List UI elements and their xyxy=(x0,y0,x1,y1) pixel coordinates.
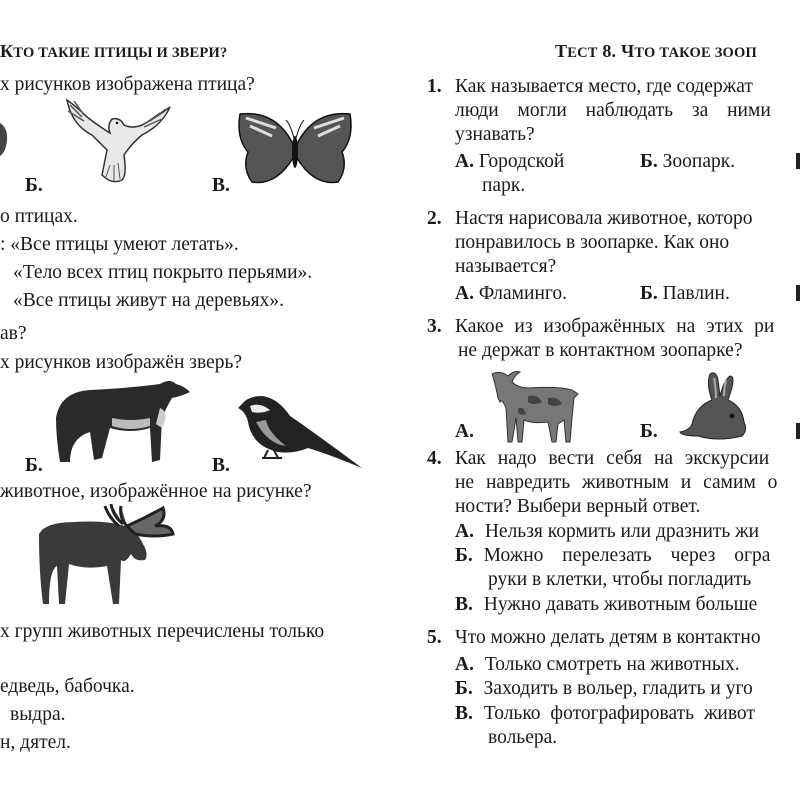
q1-option-a xyxy=(455,151,564,173)
option-text: Только фотографировать живот xyxy=(483,703,755,724)
q2-option-a xyxy=(455,283,567,305)
q4-option-b xyxy=(455,545,770,567)
option-letter: В. xyxy=(455,703,473,724)
option-letter: Б. xyxy=(640,283,658,304)
option-text: Городской xyxy=(478,151,565,172)
left-q3-text: х рисунков изображён зверь? xyxy=(0,352,242,373)
left-q2-line-3: «Тело всех птиц покрыто перьями». xyxy=(13,262,313,283)
option-letter: А. xyxy=(455,521,474,542)
left-q2-tail: ав? xyxy=(0,323,27,344)
option-text: Заходить в вольер, гладить и уго xyxy=(483,678,753,699)
option-letter: В. xyxy=(455,594,473,615)
q4-option-a xyxy=(455,521,759,543)
left-q2-line-1: о птицах. xyxy=(0,206,78,227)
left-q5-text: х групп животных перечислены только xyxy=(0,621,325,642)
cropped-letter-fragment xyxy=(796,285,800,301)
q1-line-2: люди могли наблюдать за ними xyxy=(455,100,771,121)
q4-number: 4. xyxy=(427,448,442,469)
title-number: 8. xyxy=(602,41,617,61)
q4-line-2: не навредить животным и самим о xyxy=(455,472,778,493)
cropped-letter-fragment xyxy=(796,153,800,169)
dove-image xyxy=(62,95,174,187)
option-text: Нельзя кормить или дразнить жи xyxy=(484,521,760,542)
q3-option-b: Б. xyxy=(640,421,658,442)
left-q5-option-3: н, дятел. xyxy=(0,732,71,753)
q5-option-c-cont: вольера. xyxy=(488,727,558,748)
title-capital: К xyxy=(0,41,14,61)
left-page-title xyxy=(0,40,227,64)
goat-image xyxy=(488,368,584,444)
option-letter: А. xyxy=(455,654,474,675)
left-q4-text: животное, изображённое на рисунке? xyxy=(0,481,312,502)
left-q1-option-c: В. xyxy=(212,175,230,196)
left-q5-option-1: едведь, бабочка. xyxy=(0,676,135,697)
option-letter: А. xyxy=(455,283,474,304)
q1-line-3: узнавать? xyxy=(455,124,535,145)
q4-option-c xyxy=(455,594,757,616)
title-capital-ch: Ч xyxy=(620,41,635,61)
q2-option-b xyxy=(640,283,730,305)
rabbit-image xyxy=(678,370,758,442)
q4-line-3: ности? Выбери верный ответ. xyxy=(455,496,701,517)
q4-option-b-cont: руки в клетки, чтобы погладить xyxy=(488,569,752,590)
option-text: Нужно давать животным больше xyxy=(483,594,758,615)
q5-option-b xyxy=(455,678,753,700)
q1-option-b xyxy=(640,151,735,173)
q5-line: Что можно делать детям в контактно xyxy=(455,627,761,648)
cropped-letter-fragment xyxy=(796,423,800,439)
q2-line-2: понравилось в зоопарке. Как оно xyxy=(455,232,730,253)
q1-line-1: Как называется место, где содержат xyxy=(455,76,753,97)
q5-option-c xyxy=(455,703,755,725)
partial-animal-image xyxy=(0,118,10,158)
title-est: ЕСТ xyxy=(567,45,598,61)
q5-option-a xyxy=(455,654,740,676)
title-rest: ТО ТАКИЕ ПТИЦЫ И ЗВЕРИ? xyxy=(13,45,228,61)
option-letter: Б. xyxy=(455,545,473,566)
option-letter: Б. xyxy=(455,678,473,699)
title-capital-t: Т xyxy=(555,41,568,61)
left-q3-option-c: В. xyxy=(212,455,230,476)
q2-line-3: называется? xyxy=(455,256,557,277)
q3-option-a: А. xyxy=(455,421,474,442)
q1-option-a-cont: парк. xyxy=(482,175,526,196)
left-q1-option-b: Б. xyxy=(25,175,43,196)
tit-bird-image xyxy=(238,392,366,472)
butterfly-image xyxy=(236,108,354,188)
moose-image xyxy=(35,504,175,609)
option-text: Можно перелезать через огра xyxy=(483,545,771,566)
q4-line-1: Как надо вести себя на экскурсии xyxy=(455,448,770,469)
left-q2-line-2: : «Все птицы умеют летать». xyxy=(0,234,239,255)
option-text: Зоопарк. xyxy=(662,151,736,172)
option-letter: А. xyxy=(455,151,474,172)
q3-number: 3. xyxy=(427,316,442,337)
left-q3-option-b: Б. xyxy=(25,455,43,476)
q2-number: 2. xyxy=(427,208,442,229)
option-letter: Б. xyxy=(640,151,658,172)
option-text: Фламинго. xyxy=(478,283,568,304)
right-page-title xyxy=(555,40,757,64)
option-text: Павлин. xyxy=(662,283,730,304)
q3-line-2: не держат в контактном зоопарке? xyxy=(458,340,743,361)
left-q5-option-2: выдра. xyxy=(10,704,66,725)
q2-line-1: Настя нарисовала животное, которо xyxy=(455,208,753,229)
wolf-image xyxy=(50,378,192,470)
q3-line-1: Какое из изображённых на этих ри xyxy=(455,316,775,337)
q1-number: 1. xyxy=(427,76,442,97)
left-q1-text: х рисунков изображена птица? xyxy=(0,74,255,95)
option-text: Только смотреть на животных. xyxy=(484,654,740,675)
title-rest: ТО ТАКОЕ ЗООП xyxy=(634,45,757,61)
left-q2-line-4: «Все птицы живут на деревьях». xyxy=(13,290,284,311)
q5-number: 5. xyxy=(427,627,442,648)
